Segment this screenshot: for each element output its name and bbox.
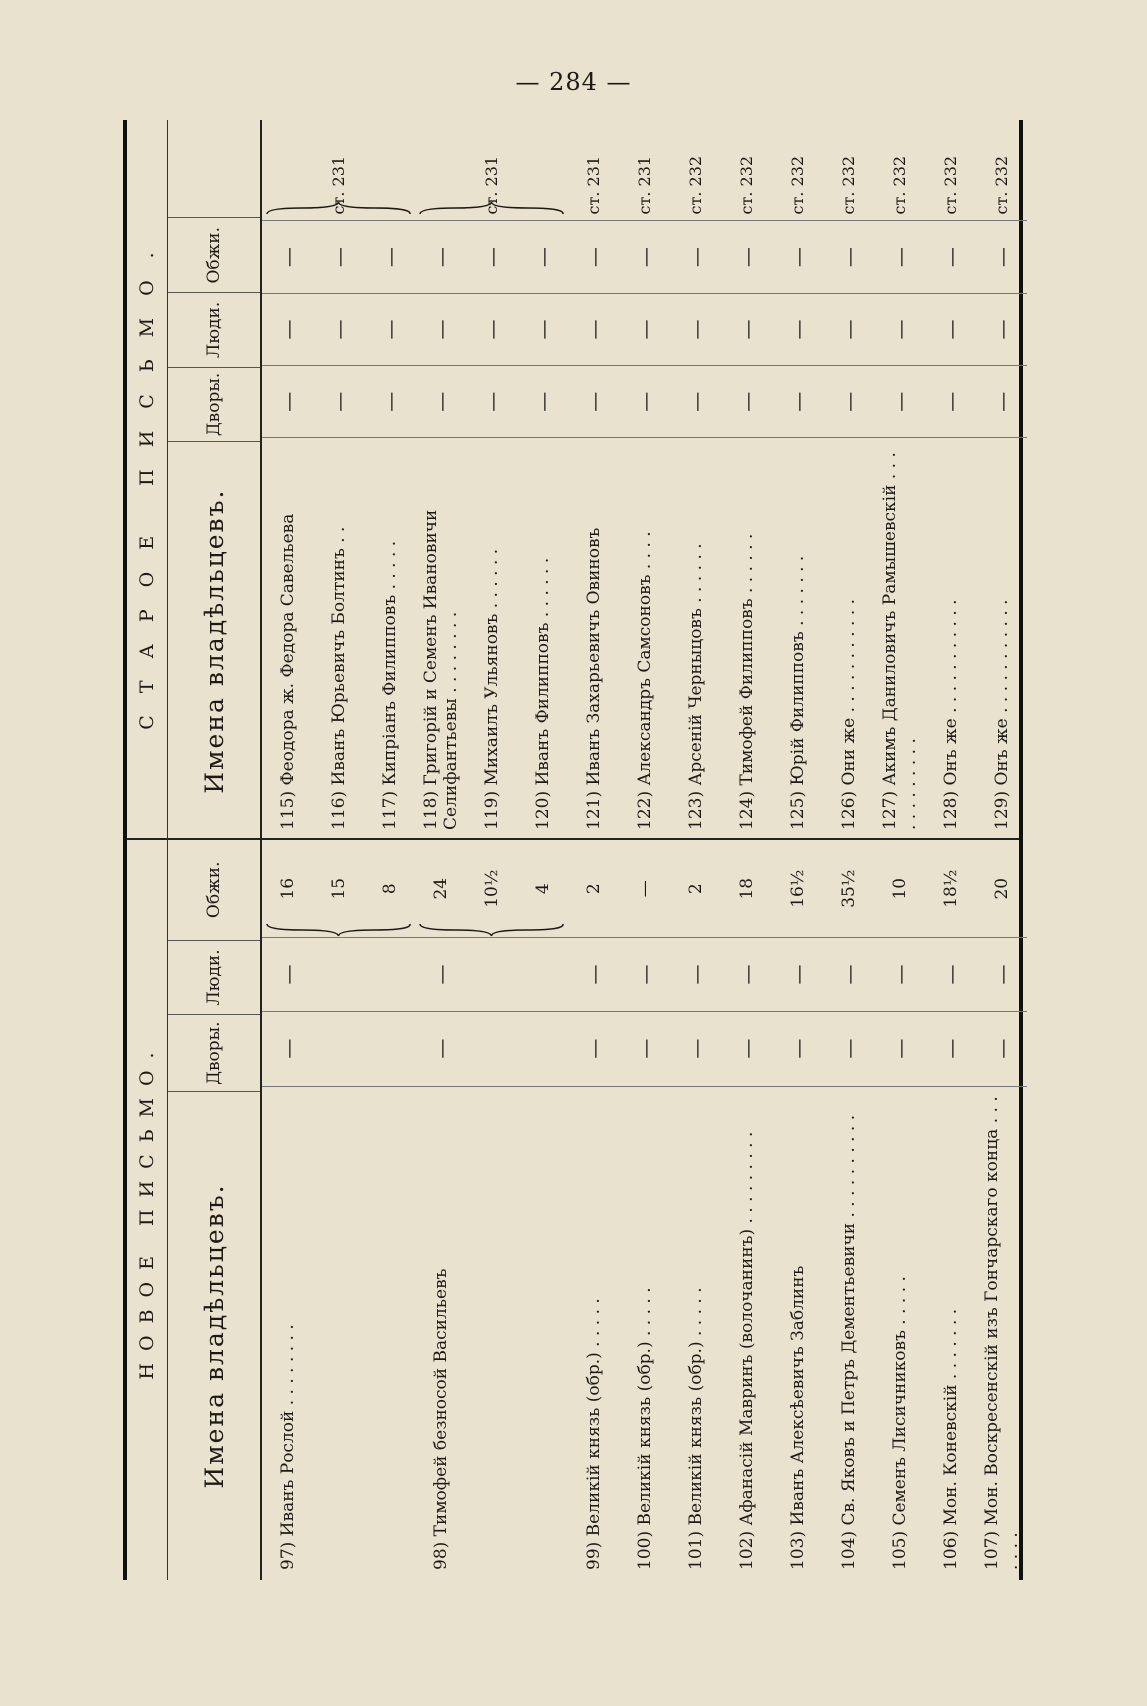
obzhi-value: — (634, 880, 655, 898)
owner-name: 119) Михаилъ Ульяновъ . . . . . . (466, 437, 517, 840)
lyudi-value: — (517, 293, 568, 365)
lyudi-value: — (976, 937, 1027, 1010)
ledger-table (123, 120, 1023, 1580)
lyudi-value (313, 937, 364, 1010)
new-register-header (168, 840, 262, 1580)
table-row (313, 120, 364, 840)
lyudi-value: — (466, 293, 517, 365)
owner-name: 121) Иванъ Захарьевичъ Овиновъ (568, 437, 619, 840)
new-col-names: Имена владѣльцевъ. (168, 1091, 260, 1580)
lyudi-value: — (721, 937, 772, 1010)
owner-name: 103) Иванъ Алексѣевичъ Заблинъ (772, 1086, 823, 1580)
owner-name: 123) Арсеній Черныцовъ . . . . . . (670, 437, 721, 840)
obzhi-value: — (517, 220, 568, 292)
owner-name (313, 1086, 364, 1580)
lyudi-value: — (670, 937, 721, 1010)
owner-name (466, 1086, 517, 1580)
owner-name: 118) Григорій и Семенъ Ивановичи Селифантьевы . . . . . . . . (415, 437, 466, 840)
owner-name (364, 1086, 415, 1580)
dvory-value: — (619, 1011, 670, 1086)
lyudi-value: — (874, 937, 925, 1010)
dvory-value: — (721, 1011, 772, 1086)
lyudi-value: — (619, 937, 670, 1010)
old-register-rows (262, 120, 1027, 840)
reference-note: ст. 231 (329, 155, 348, 215)
table-row (466, 120, 517, 840)
table-row (772, 120, 823, 840)
dvory-value: — (976, 365, 1027, 437)
owner-name: 100) Великій князь (обр.) . . . . . (619, 1086, 670, 1580)
obzhi-value: — (466, 220, 517, 292)
table-row (415, 120, 466, 840)
table-row (925, 120, 976, 840)
owner-name: 126) Они же . . . . . . . . . . . (823, 437, 874, 840)
table-row (466, 840, 517, 1580)
dvory-value (313, 1011, 364, 1086)
reference-note (517, 120, 568, 220)
old-col-ref (168, 120, 260, 217)
reference-note: ст. 231 (635, 155, 654, 215)
new-col-dvory: Дворы. (168, 1014, 260, 1091)
owner-name: 129) Онъ же . . . . . . . . . . . (976, 437, 1027, 840)
table-row (823, 840, 874, 1580)
obzhi-value: 2 (583, 883, 604, 895)
reference-note (262, 120, 313, 220)
old-col-obzhi: Обжи. (168, 217, 260, 292)
dvory-value: — (415, 1011, 466, 1086)
table-row (772, 840, 823, 1580)
dvory-value: — (619, 365, 670, 437)
obzhi-value: — (313, 220, 364, 292)
new-register-rows (262, 840, 1027, 1580)
obzhi-value: — (772, 220, 823, 292)
table-row (313, 840, 364, 1580)
dvory-value: — (823, 365, 874, 437)
owner-name: 116) Иванъ Юрьевичъ Болтинъ . . (313, 437, 364, 840)
owner-name: 107) Мон. Воскресенскій изъ Гончарскаго конца . . . . . . . (976, 1086, 1027, 1580)
table-row (262, 120, 313, 840)
owner-name: 99) Великій князь (обр.) . . . . . (568, 1086, 619, 1580)
lyudi-value: — (415, 293, 466, 365)
lyudi-value: — (823, 293, 874, 365)
obzhi-value: 8 (379, 883, 400, 895)
owner-name: 97) Иванъ Рослой . . . . . . . . (262, 1086, 313, 1580)
lyudi-value: — (262, 937, 313, 1010)
new-col-lyudi: Люди. (168, 940, 260, 1015)
old-col-names: Имена владѣльцевъ. (168, 441, 260, 840)
reference-note: ст. 232 (788, 155, 807, 215)
table-row (925, 840, 976, 1580)
lyudi-value: — (772, 293, 823, 365)
obzhi-value: 20 (991, 877, 1012, 900)
owner-name: 117) Кипріанъ Филипповъ . . . . . (364, 437, 415, 840)
owner-name: 120) Иванъ Филипповъ . . . . . . (517, 437, 568, 840)
lyudi-value: — (313, 293, 364, 365)
table-row (721, 120, 772, 840)
lyudi-value: — (874, 293, 925, 365)
owner-name: 104) Св. Яковъ и Петръ Дементьевичи . . . . . . . . . . (823, 1086, 874, 1580)
obzhi-value: — (619, 220, 670, 292)
table-row (568, 840, 619, 1580)
reference-note: ст. 232 (686, 155, 705, 215)
table-row (619, 120, 670, 840)
table-row (721, 840, 772, 1580)
reference-note: ст. 231 (482, 155, 501, 215)
dvory-value: — (772, 365, 823, 437)
dvory-value (364, 1011, 415, 1086)
dvory-value (466, 1011, 517, 1086)
lyudi-value: — (619, 293, 670, 365)
dvory-value: — (976, 1011, 1027, 1086)
obzhi-value: 24 (430, 877, 451, 900)
dvory-value: — (262, 1011, 313, 1086)
page-number: — 284 — (515, 68, 632, 96)
obzhi-value: — (874, 220, 925, 292)
lyudi-value: — (721, 293, 772, 365)
table-row (976, 120, 1027, 840)
new-col-obzhi: Обжи. (204, 861, 224, 919)
lyudi-value (466, 937, 517, 1010)
dvory-value: — (925, 365, 976, 437)
obzhi-value: — (262, 220, 313, 292)
table-row (517, 840, 568, 1580)
obzhi-value: 2 (685, 883, 706, 895)
old-register-title: СТАРОЕ ПИСЬМО. (127, 120, 168, 840)
obzhi-value: — (415, 220, 466, 292)
obzhi-value: 18½ (940, 869, 961, 908)
table-row (976, 840, 1027, 1580)
obzhi-value: — (670, 220, 721, 292)
obzhi-value: 10½ (481, 869, 502, 908)
reference-note: ст. 232 (737, 155, 756, 215)
lyudi-value: — (670, 293, 721, 365)
lyudi-value: — (568, 937, 619, 1010)
lyudi-value: — (925, 937, 976, 1010)
dvory-value: — (670, 365, 721, 437)
obzhi-value: — (364, 220, 415, 292)
owner-name: 98) Тимофей безносой Васильевъ (415, 1086, 466, 1580)
reference-note (364, 120, 415, 220)
owner-name: 106) Мон. Коневскій . . . . . . . (925, 1086, 976, 1580)
obzhi-value: 15 (328, 877, 349, 900)
table-row (364, 840, 415, 1580)
obzhi-value: — (925, 220, 976, 292)
table-row (568, 120, 619, 840)
reference-note: ст. 231 (584, 155, 603, 215)
table-row (670, 120, 721, 840)
owner-name: 124) Тимофей Филипповъ . . . . . . (721, 437, 772, 840)
old-register-header (168, 120, 262, 840)
lyudi-value: — (568, 293, 619, 365)
reference-note: ст. 232 (839, 155, 858, 215)
new-register (127, 838, 1022, 1580)
reference-note (415, 120, 466, 220)
owner-name: 115) Феодора ж. Федора Савельева (262, 437, 313, 840)
owner-name (517, 1086, 568, 1580)
dvory-value: — (721, 365, 772, 437)
reference-note: ст. 232 (941, 155, 960, 215)
owner-name: 101) Великій князь (обр.) . . . . . (670, 1086, 721, 1580)
obzhi-value: — (823, 220, 874, 292)
table-row (823, 120, 874, 840)
table-row (874, 120, 925, 840)
dvory-value: — (313, 365, 364, 437)
dvory-value: — (517, 365, 568, 437)
owner-name: 128) Онъ же . . . . . . . . . . . (925, 437, 976, 840)
obzhi-value: 18 (736, 877, 757, 900)
dvory-value: — (415, 365, 466, 437)
obzhi-value: 4 (532, 883, 553, 895)
owner-name: 122) Александръ Самсоновъ . . . . (619, 437, 670, 840)
dvory-value: — (874, 1011, 925, 1086)
dvory-value: — (823, 1011, 874, 1086)
dvory-value: — (466, 365, 517, 437)
table-row (364, 120, 415, 840)
dvory-value: — (568, 1011, 619, 1086)
obzhi-value: 16½ (787, 869, 808, 908)
dvory-value: — (772, 1011, 823, 1086)
owner-name: 127) Акимъ Даниловичъ Рамышевскій . . . . . . . . . . . . (874, 437, 925, 840)
owner-name: 102) Афанасій Мавринъ (волочанинъ) . . . . . . . . . (721, 1086, 772, 1580)
obzhi-value: 35½ (838, 869, 859, 908)
table-row (874, 840, 925, 1580)
lyudi-value: — (823, 937, 874, 1010)
old-register (127, 120, 1019, 840)
dvory-value: — (925, 1011, 976, 1086)
table-row (619, 840, 670, 1580)
lyudi-value: — (262, 293, 313, 365)
table-row (415, 840, 466, 1580)
reference-note: ст. 232 (890, 155, 909, 215)
lyudi-value: — (976, 293, 1027, 365)
lyudi-value (364, 937, 415, 1010)
dvory-value: — (262, 365, 313, 437)
reference-note: ст. 232 (992, 155, 1011, 215)
owner-name: 105) Семенъ Лисичниковъ . . . . . (874, 1086, 925, 1580)
dvory-value (517, 1011, 568, 1086)
lyudi-value: — (364, 293, 415, 365)
old-col-dvory: Дворы. (168, 367, 260, 442)
lyudi-value (517, 937, 568, 1010)
dvory-value: — (874, 365, 925, 437)
dvory-value: — (568, 365, 619, 437)
dvory-value: — (670, 1011, 721, 1086)
obzhi-value: 16 (277, 877, 298, 900)
new-register-title: НОВОЕ ПИСЬМО. (127, 840, 168, 1580)
table-row (670, 840, 721, 1580)
ledger-table-rotated (123, 120, 1023, 1580)
lyudi-value: — (925, 293, 976, 365)
obzhi-value: 10 (889, 877, 910, 900)
lyudi-value: — (772, 937, 823, 1010)
old-col-lyudi: Люди. (168, 292, 260, 367)
lyudi-value: — (415, 937, 466, 1010)
owner-name: 125) Юрій Филипповъ . . . . . . . (772, 437, 823, 840)
table-row (262, 840, 313, 1580)
obzhi-value: — (721, 220, 772, 292)
table-row (517, 120, 568, 840)
obzhi-value: — (568, 220, 619, 292)
obzhi-value: — (976, 220, 1027, 292)
dvory-value: — (364, 365, 415, 437)
